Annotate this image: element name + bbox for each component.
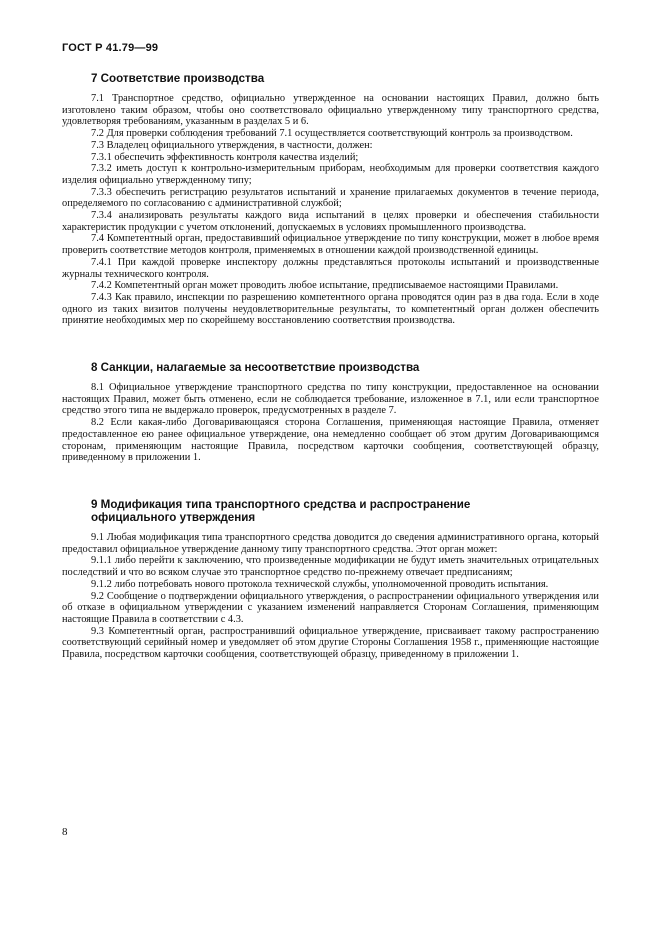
section-9-title: 9 Модификация типа транспортного средства и распространение официального утверждения — [91, 497, 471, 524]
paragraph-9-3: 9.3 Компетентный орган, распространивший официальное утверждение, присваивает такому распространению соответствующий серийный номер и уведомляет об этом другие Стороны Соглашения 1958 г., применяющие настоящие Правила, посредством карточки сообщения, соответствующей образцу, приведенному в приложении 1. — [62, 625, 599, 661]
paragraph-7-3-4: 7.3.4 анализировать результаты каждого вида испытаний в целях проверки и обеспечения стабильности характеристик продукции с учетом отклонений, допускаемых в условиях промышленного производства. — [62, 210, 599, 233]
paragraph-7-4-1: 7.4.1 При каждой проверке инспектору должны представляться протоколы испытаний и производственные журналы технического контроля. — [62, 256, 599, 280]
paragraph-9-1: 9.1 Любая модификация типа транспортного средства доводится до сведения административного органа, который предоставил официальное утверждение данному типу транспортного средства. Этот орган может: — [62, 531, 599, 555]
section-9 — [62, 498, 599, 661]
paragraph-7-2: 7.2 Для проверки соблюдения требований 7.1 осуществляется соответствующий контроль за производством. — [91, 128, 573, 140]
paragraph-7-1: 7.1 Транспортное средство, официально утвержденное на основании настоящих Правил, должно быть изготовлено таким образом, чтобы оно соответствовало официально утвержденному типу транспортного средства, удовлетворяя требованиям, указанным в разделах 5 и 6. — [62, 93, 599, 128]
paragraph-7-3-3: 7.3.3 обеспечить регистрацию результатов испытаний и хранение прилагаемых документов в течение периода, определяемого по согласованию с административной службой; — [62, 186, 599, 210]
paragraph-8-2: 8.2 Если какая-либо Договаривающаяся сторона Соглашения, применяющая настоящие Правила, отменяет предоставленное ею ранее официальное утверждение, она немедленно сообщает об этом другим Договаривающимся сторонам, применяющим настоящие Правила, посредством карточки сообщения, соответствующей образцу, приведенному в приложении 1. — [62, 417, 599, 464]
standard-code: ГОСТ Р 41.79—99 — [62, 42, 159, 54]
paragraph-7-4-3: 7.4.3 Как правило, инспекции по разрешению компетентного органа проводятся один раз в два года. Если в ходе одного из таких визитов получены неудовлетворительные результаты, то компетентный орган должен обеспечить принятие необходимых мер по скорейшему восстановлению соответствия производства. — [62, 291, 599, 327]
section-7-title: 7 Соответствие производства — [91, 72, 265, 85]
section-8-title: 8 Санкции, налагаемые за несоответствие производства — [91, 361, 420, 375]
paragraph-8-1: 8.1 Официальное утверждение транспортного средства по типу конструкции, предоставленное на основании настоящих Правил, может быть отменено, если не соблюдается требование, изложенное в 7.1, или если транспортное средство этого типа не выдержало проверок, предусмотренных в разделе 7. — [62, 382, 599, 417]
document-body — [62, 72, 599, 661]
paragraph-9-1-1: 9.1.1 либо перейти к заключению, что произведенные модификации не будут иметь значительных отрицательных последствий и что во всяком случае это транспортное средство по-прежнему отвечает предписаниям; — [62, 555, 599, 579]
paragraph-7-3: 7.3 Владелец официального утверждения, в частности, должен: — [91, 139, 373, 151]
paragraph-7-4: 7.4 Компетентный орган, предоставивший официальное утверждение по типу конструкции, может в любое время проверить соответствие методов контроля, применяемых в отношении каждой производственной единицы. — [62, 233, 599, 257]
paragraph-9-2: 9.2 Сообщение о подтверждении официального утверждения, о распространении официального утверждения или об отказе в официальном утверждении с указанием изменений направляется Сторонам Соглашения, применяющим настоящие Правила в соответствии с 4.3. — [62, 590, 599, 625]
paragraph-7-4-2: 7.4.2 Компетентный орган может проводить любое испытание, предписываемое настоящими Правилами. — [91, 280, 559, 292]
section-7 — [62, 72, 599, 327]
paragraph-7-3-1: 7.3.1 обеспечить эффективность контроля качества изделий; — [91, 151, 359, 163]
paragraph-7-3-2: 7.3.2 иметь доступ к контрольно-измерительным приборам, необходимым для проверки соответствия каждого изделия официально утвержденному типу; — [62, 163, 599, 186]
section-8 — [62, 361, 599, 464]
paragraph-9-1-2: 9.1.2 либо потребовать нового протокола технической службы, уполномоченной проводить испытания. — [91, 578, 549, 590]
page-number: 8 — [62, 826, 68, 838]
